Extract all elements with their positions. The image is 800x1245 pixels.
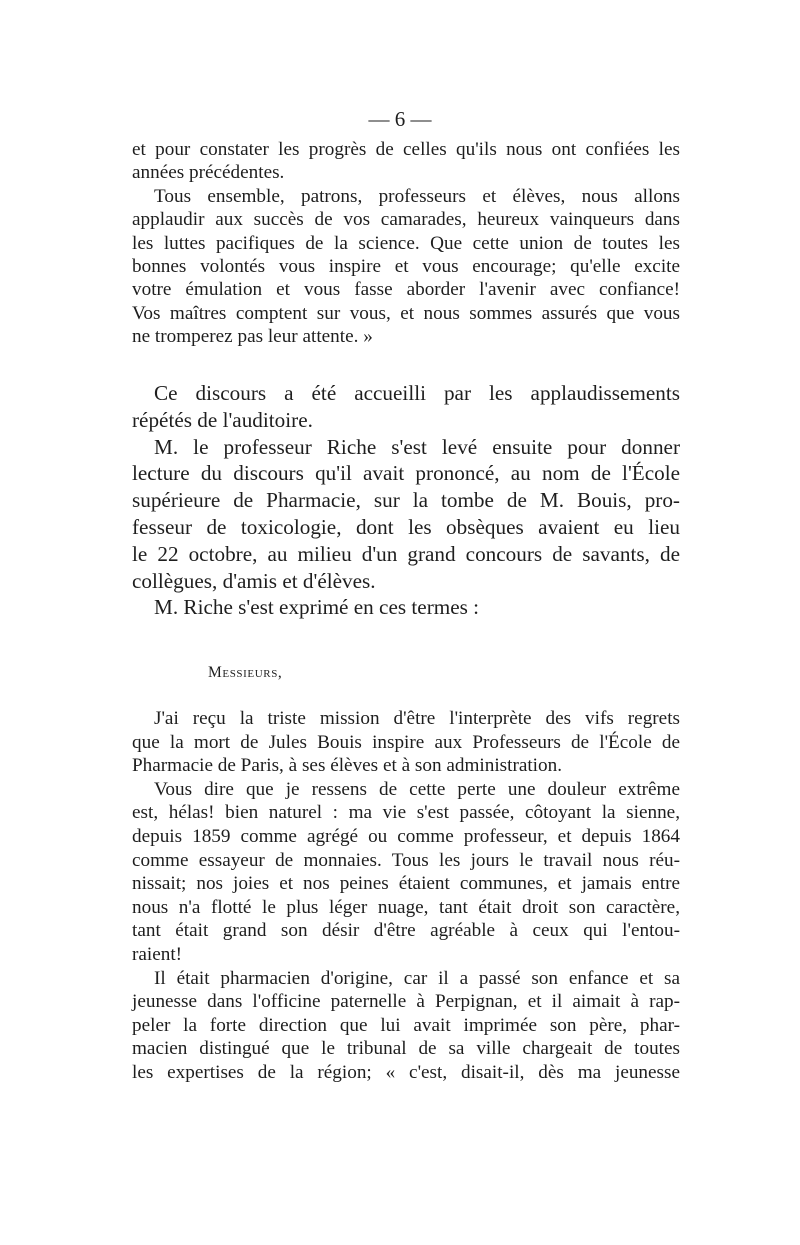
- text-line: Vos maîtres comptent sur vous, et nous sommes assurés que vous: [132, 302, 680, 324]
- text-line: Ce discours a été accueilli par les applaudissements: [154, 381, 680, 405]
- text-line: lecture du discours qu'il avait prononcé, au nom de l'École: [132, 461, 680, 486]
- text-line: les luttes pacifiques de la science. Que cette union de toutes les: [132, 232, 680, 254]
- text-line: répétés de l'auditoire.: [132, 407, 313, 432]
- text-line: jeunesse dans l'officine paternelle à Perpignan, et il aimait à rap-: [132, 991, 680, 1013]
- text-line: Tous ensemble, patrons, professeurs et élèves, nous allons: [154, 185, 680, 207]
- page-number: — 6 —: [368, 107, 432, 131]
- text-line: est, hélas! bien naturel : ma vie s'est passée, côtoyant la sienne,: [132, 802, 680, 824]
- paragraph-block-narrative: [132, 380, 680, 621]
- text-line: raient!: [132, 943, 183, 965]
- text-line: macien distingué que le tribunal de sa ville chargeait de toutes: [132, 1038, 680, 1060]
- text-line: M. Riche s'est exprimé en ces termes :: [154, 595, 480, 620]
- text-line: votre émulation et vous fasse aborder l'avenir avec confiance!: [132, 279, 680, 301]
- text-line: nissait; nos joies et nos peines étaient communes, et jamais entre: [132, 873, 680, 895]
- paragraph-block-eulogy: [132, 707, 680, 1085]
- text-line: nous n'a flotté le plus léger nuage, tant était droit son caractère,: [132, 896, 680, 918]
- text-line: applaudir aux succès de vos camarades, heureux vainqueurs dans: [132, 209, 680, 231]
- text-line: collègues, d'amis et d'élèves.: [132, 568, 376, 593]
- text-line: le 22 octobre, au milieu d'un grand concours de savants, de: [132, 541, 680, 566]
- salutation-heading: Messieurs,: [208, 664, 283, 681]
- text-line: et pour constater les progrès de celles qu'ils nous ont confiées les: [132, 139, 680, 160]
- text-line: fesseur de toxicologie, dont les obsèques avaient eu lieu: [132, 514, 680, 539]
- text-line: peler la forte direction que lui avait imprimée son père, phar-: [132, 1014, 680, 1036]
- text-line: depuis 1859 comme agrégé ou comme professeur, et depuis 1864: [132, 825, 680, 847]
- text-line: ne tromperez pas leur attente. »: [132, 326, 373, 348]
- text-line: comme essayeur de monnaies. Tous les jours le travail nous réu-: [132, 849, 680, 871]
- text-line: les expertises de la région; « c'est, disait-il, dès ma jeunesse: [132, 1061, 680, 1083]
- text-line: J'ai reçu la triste mission d'être l'interprète des vifs regrets: [154, 708, 680, 729]
- text-line: que la mort de Jules Bouis inspire aux Professeurs de l'École de: [132, 731, 680, 753]
- text-line: Il était pharmacien d'origine, car il a passé son enfance et sa: [154, 967, 680, 989]
- text-line: bonnes volontés vous inspire et vous encourage; qu'elle excite: [132, 256, 680, 278]
- text-line: Pharmacie de Paris, à ses élèves et à son administration.: [132, 755, 562, 777]
- text-line: M. le professeur Riche s'est levé ensuite pour donner: [154, 434, 680, 459]
- text-line: supérieure de Pharmacie, sur la tombe de M. Bouis, pro-: [132, 488, 680, 513]
- paragraph-block-speech-end: [132, 138, 680, 349]
- text-line: années précédentes.: [132, 162, 285, 184]
- text-line: Vous dire que je ressens de cette perte une douleur extrême: [154, 778, 680, 800]
- text-line: tant était grand son désir d'être agréable à ceux qui l'entou-: [132, 920, 680, 942]
